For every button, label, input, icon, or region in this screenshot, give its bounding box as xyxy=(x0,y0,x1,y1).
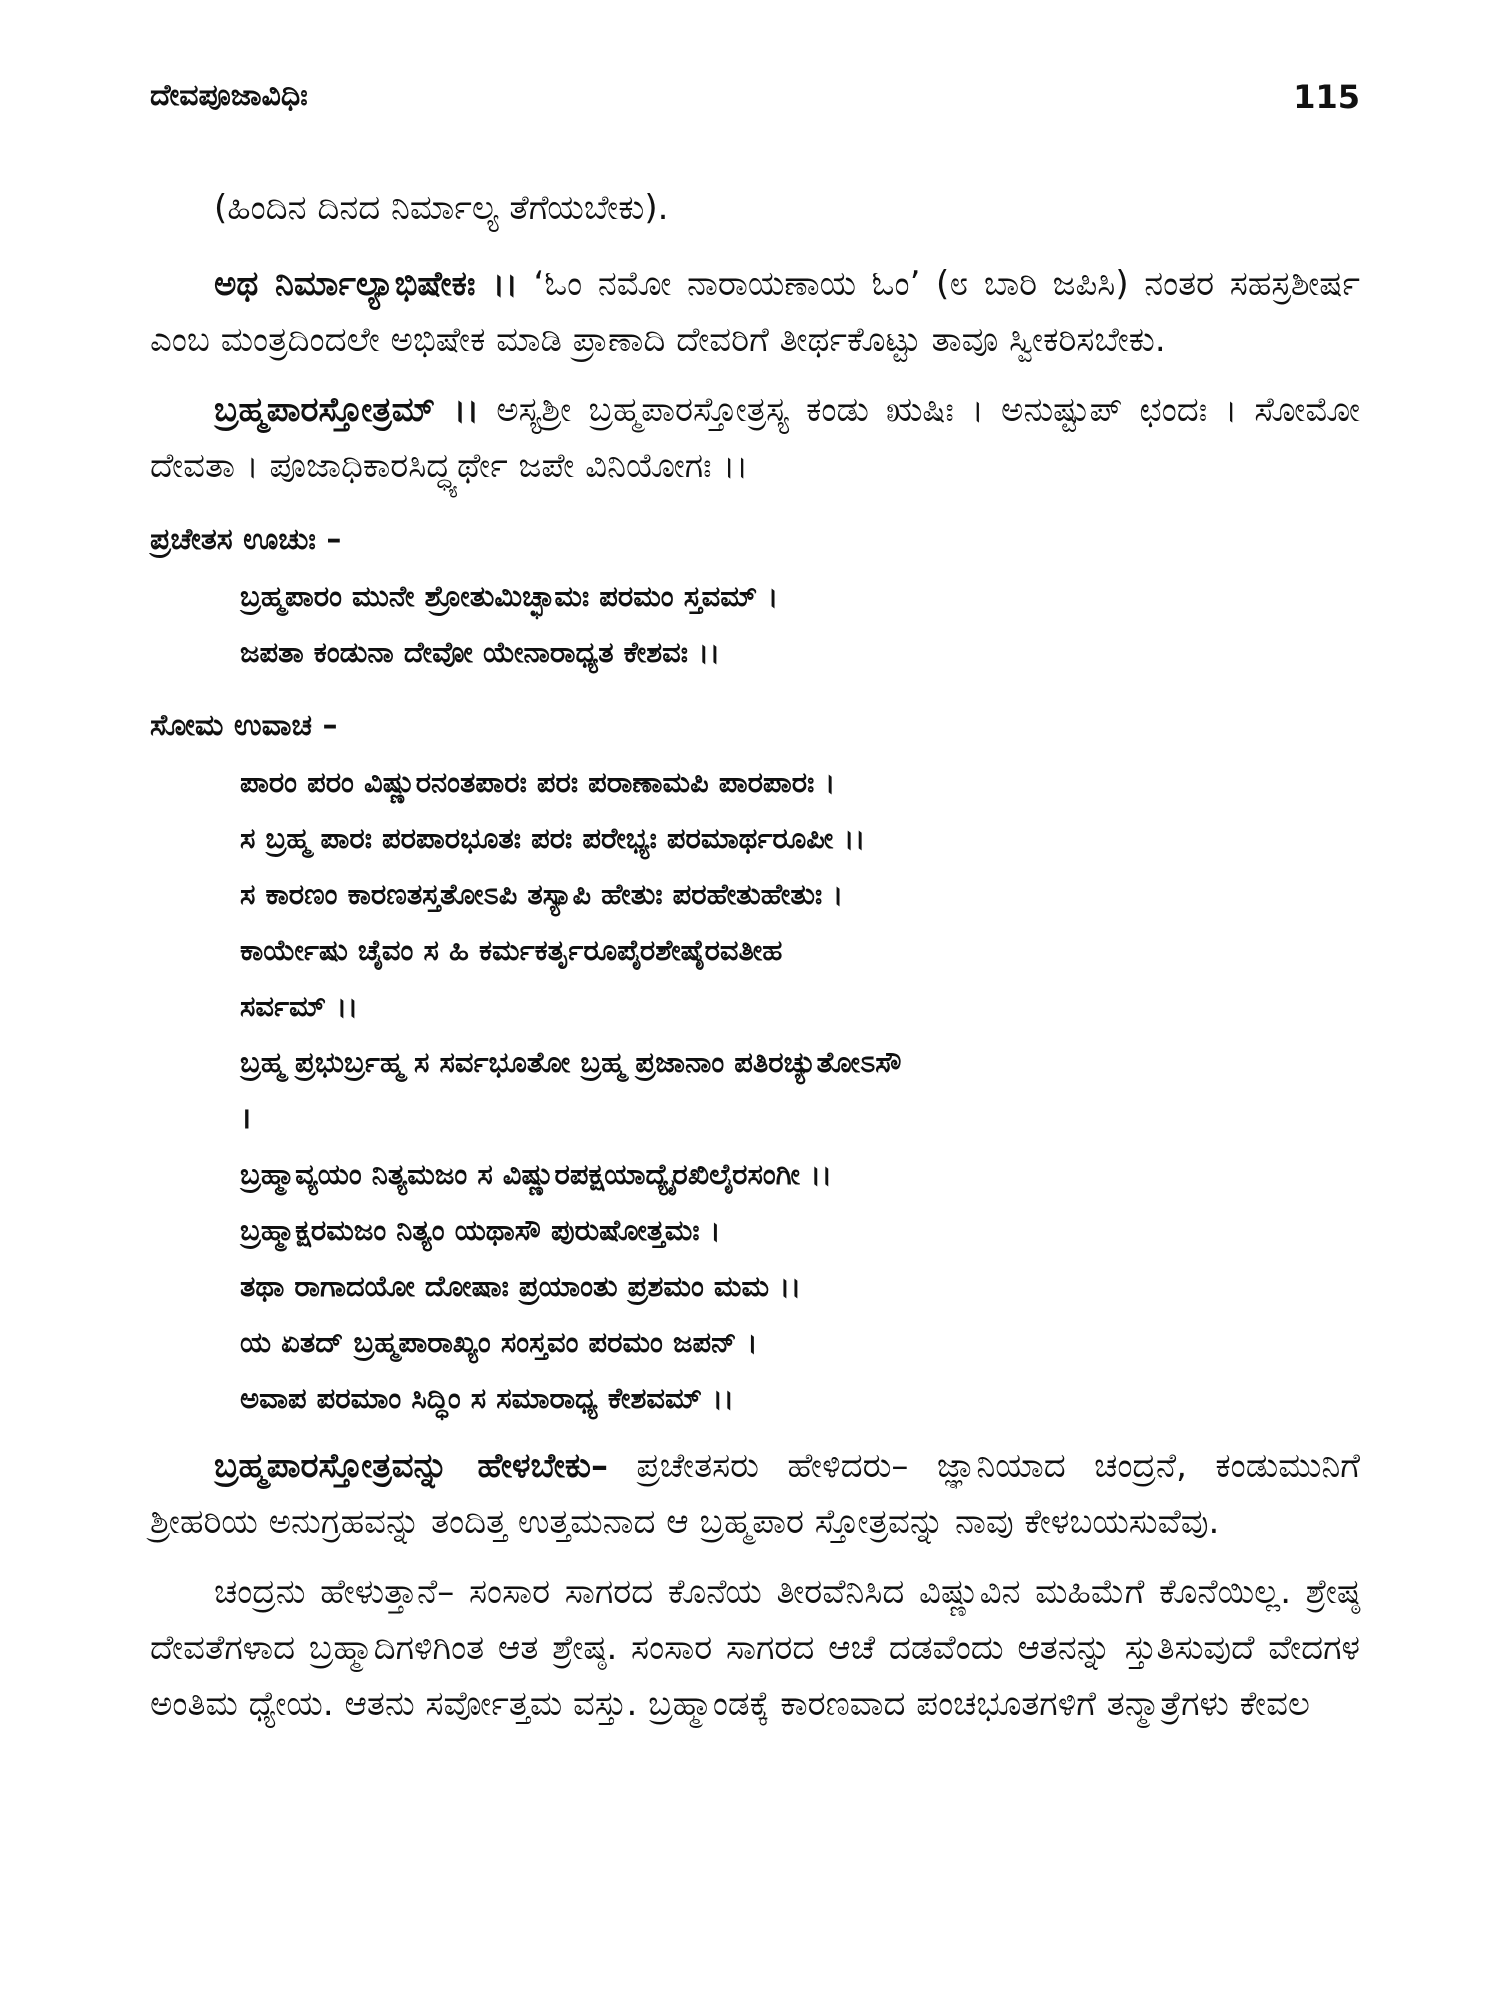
verse-line: ಪಾರಂ ಪರಂ ವಿಷ್ಣುರನಂತಪಾರಃ ಪರಃ ಪರಾಣಾಮಪಿ ಪಾರಪಾರಃ । xyxy=(240,765,836,799)
verse-line: । xyxy=(240,1101,251,1135)
paragraph-explanation-1 xyxy=(150,1438,1360,1550)
verse-line: ಸ ಬ್ರಹ್ಮ ಪಾರಃ ಪರಪಾರಭೂತಃ ಪರಃ ಪರೇಭ್ಯಃ ಪರಮಾರ್ಥರೂಪೀ ।। xyxy=(240,821,866,855)
verse-block-1 xyxy=(240,568,1360,680)
section-heading-recite: ಬ್ರಹ್ಮಪಾರಸ್ತೋತ್ರವನ್ನು ಹೇಳಬೇಕು– xyxy=(214,1446,608,1486)
verse-line: ಕಾರ್ಯೇಷು ಚೈವಂ ಸ ಹಿ ಕರ್ಮಕರ್ತೃರೂಪೈರಶೇಷೈರವತೀಹ xyxy=(240,933,783,967)
verse-line: ಸ ಕಾರಣಂ ಕಾರಣತಸ್ತತೋಽಪಿ ತಸ್ಯಾಪಿ ಹೇತುಃ ಪರಹೇತುಹೇತುಃ । xyxy=(240,877,844,911)
verse-line: ಬ್ರಹ್ಮಾವ್ಯಯಂ ನಿತ್ಯಮಜಂ ಸ ವಿಷ್ಣುರಪಕ್ಷಯಾದ್ಯೈರಖಿಲೈರಸಂಗೀ ।। xyxy=(240,1157,833,1191)
speaker-pracetasa: ಪ್ರಚೇತಸ ಊಚುಃ – xyxy=(150,522,342,557)
page-header xyxy=(150,78,1360,128)
paragraph-explanation-2: ಚಂದ್ರನು ಹೇಳುತ್ತಾನೆ– ಸಂಸಾರ ಸಾಗರದ ಕೊನೆಯ ತೀರವೆನಿಸಿದ ವಿಷ್ಣುವಿನ ಮಹಿಮೆಗೆ ಕೊನೆಯಿಲ್ಲ. ಶ್ರೇಷ್ಠ ದೇವತೆಗಳಾದ ಬ್ರಹ್ಮಾದಿಗಳಿಗಿಂತ ಆತ ಶ್ರೇಷ್ಠ. ಸಂಸಾರ ಸಾಗರದ ಆಚೆ ದಡವೆಂದು ಆತನನ್ನು ಸ್ತುತಿಸುವುದೆ ವೇದಗಳ ಅಂತಿಮ ಧ್ಯೇಯ. ಆತನು ಸರ್ವೋತ್ತಮ ವಸ್ತು. ಬ್ರಹ್ಮಾಂಡಕ್ಕೆ ಕಾರಣವಾದ ಪಂಚಭೂತಗಳಿಗೆ ತನ್ಮಾತ್ರೆಗಳು ಕೇವಲ xyxy=(150,1572,1360,1724)
section-heading-stotra: ಬ್ರಹ್ಮಪಾರಸ್ತೋತ್ರಮ್ ।। xyxy=(214,390,480,430)
verse-line: ತಥಾ ರಾಗಾದಯೋ ದೋಷಾಃ ಪ್ರಯಾಂತು ಪ್ರಶಮಂ ಮಮ ।। xyxy=(240,1269,802,1303)
paragraph-stotra-intro xyxy=(150,382,1360,494)
speaker-soma: ಸೋಮ ಉವಾಚ – xyxy=(150,708,338,743)
verse-line: ಜಪತಾ ಕಂಡುನಾ ದೇವೋ ಯೇನಾರಾಧ್ಯತ ಕೇಶವಃ ।। xyxy=(240,635,721,669)
verse-line: ಯ ಏತದ್ ಬ್ರಹ್ಮಪಾರಾಖ್ಯಂ ಸಂಸ್ತವಂ ಪರಮಂ ಜಪನ್ । xyxy=(240,1325,758,1359)
paragraph-explanation-1-text: ಪ್ರಚೇತಸರು ಹೇಳಿದರು– ಜ್ಞಾನಿಯಾದ ಚಂದ್ರನೆ, ಕಂಡುಮುನಿಗೆ ಶ್ರೀಹರಿಯ ಅನುಗ್ರಹವನ್ನು ತಂದಿತ್ತ ಉತ್ತಮನಾದ ಆ ಬ್ರಹ್ಮಪಾರ ಸ್ತೋತ್ರವನ್ನು ನಾವು ಕೇಳಬಯಸುವೆವು. xyxy=(150,1446,1360,1542)
page-content xyxy=(150,180,1360,1746)
page-number: 115 xyxy=(1293,78,1360,116)
verse-line: ಅವಾಪ ಪರಮಾಂ ಸಿದ್ಧಿಂ ಸ ಸಮಾರಾಧ್ಯ ಕೇಶವಮ್ ।। xyxy=(240,1381,735,1415)
verse-line: ಬ್ರಹ್ಮಾಕ್ಷರಮಜಂ ನಿತ್ಯಂ ಯಥಾಸೌ ಪುರುಷೋತ್ತಮಃ । xyxy=(240,1213,721,1247)
paragraph-abhisheka-text: ‘ಓಂ ನಮೋ ನಾರಾಯಣಾಯ ಓಂ’ (೮ ಬಾರಿ ಜಪಿಸಿ) ನಂತರ ಸಹಸ್ರಶೀರ್ಷ ಎಂಬ ಮಂತ್ರದಿಂದಲೇ ಅಭಿಷೇಕ ಮಾಡಿ ಪ್ರಾಣಾದಿ ದೇವರಿಗೆ ತೀರ್ಥಕೊಟ್ಟು ತಾವೂ ಸ್ವೀಕರಿಸಬೇಕು. xyxy=(150,264,1361,360)
verse-block-2 xyxy=(240,754,1360,1426)
verse-line: ಬ್ರಹ್ಮಪಾರಂ ಮುನೇ ಶ್ರೋತುಮಿಚ್ಛಾಮಃ ಪರಮಂ ಸ್ತವಮ್ । xyxy=(240,579,779,613)
paragraph-nirmalya-note: (ಹಿಂದಿನ ದಿನದ ನಿರ್ಮಾಲ್ಯ ತೆಗೆಯಬೇಕು). xyxy=(214,188,669,228)
paragraph-stotra-intro-text: ಅಸ್ಯಶ್ರೀ ಬ್ರಹ್ಮಪಾರಸ್ತೋತ್ರಸ್ಯ ಕಂಡು ಋಷಿಃ । ಅನುಷ್ಟುಪ್ ಛಂದಃ । ಸೋಮೋ ದೇವತಾ । ಪೂಜಾಧಿಕಾರಸಿದ್ಧ್ಯರ್ಥೇ ಜಪೇ ವಿನಿಯೋಗಃ ।। xyxy=(150,390,1360,486)
paragraph-abhisheka xyxy=(150,256,1360,368)
section-heading-abhisheka: ಅಥ ನಿರ್ಮಾಲ್ಯಾಭಿಷೇಕಃ ।। xyxy=(214,264,518,304)
verse-line: ಸರ್ವಮ್ ।। xyxy=(240,989,359,1023)
verse-line: ಬ್ರಹ್ಮ ಪ್ರಭುರ್ಬ್ರಹ್ಮ ಸ ಸರ್ವಭೂತೋ ಬ್ರಹ್ಮ ಪ್ರಜಾನಾಂ ಪತಿರಚ್ಯುತೋಽಸೌ xyxy=(240,1045,902,1079)
running-head: ದೇವಪೂಜಾವಿಧಿಃ xyxy=(150,78,308,113)
